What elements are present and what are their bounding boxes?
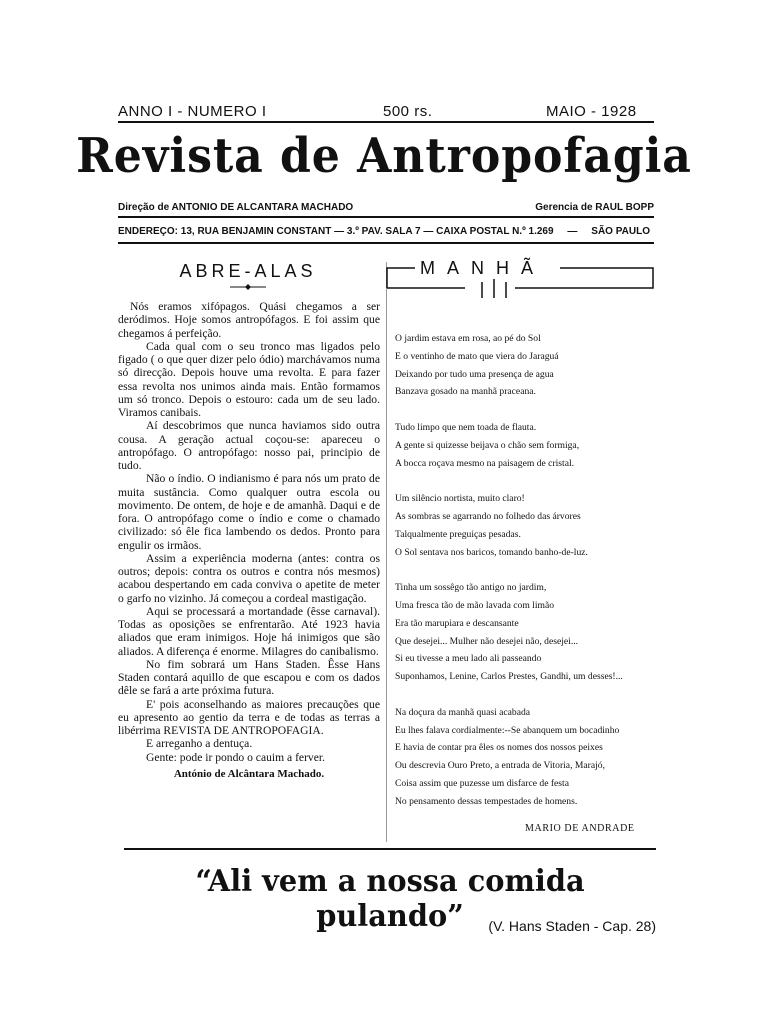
poem-stanza — [395, 704, 665, 811]
poem-author: MARIO DE ANDRADE — [525, 823, 635, 834]
article-body — [118, 300, 380, 781]
poem-line: Que desejei... Mulher não desejei não, desejei... — [395, 635, 579, 647]
poem-line: O jardim estava em rosa, ao pé do Sol — [395, 333, 541, 344]
poem-body — [395, 330, 665, 828]
motto-reference: (V. Hans Staden - Cap. 28) — [488, 918, 656, 934]
article-paragraph: Nós eramos xifópagos. Quási chegamos a ser deródimos. Hoje somos antropófagos. E foi assim que chegamos á perfeição. — [118, 300, 380, 340]
poem-line: Eu lhes falava cordialmente:--Se abanquem um bocadinho — [395, 724, 620, 736]
masthead-rule-lower — [118, 242, 654, 244]
article-paragraph: Aqui se processará a mortandade (êsse carnaval). Todas as oposições se enfrentarão. Até 1923 havia aliados que eram inimigos. Hoje há inimigos que são aliados. A diferença é enorme. Milagres do canibalismo. — [118, 604, 380, 658]
poem-line: A bocca roçava mesmo na paisagem de cristal. — [395, 457, 575, 469]
poem-line: O Sol sentava nos baricos, tomando banho-de-luz. — [395, 546, 588, 558]
poem-stanza — [395, 579, 665, 686]
article-paragraph: E arreganho a dentuça. — [146, 737, 253, 751]
top-rule — [118, 121, 654, 123]
poem-line: Suponhamos, Lenine, Carlos Prestes, Gandhi, um desses!... — [395, 671, 623, 683]
address-line — [118, 226, 650, 237]
poem-line: Tinha um sossêgo tão antigo no jardim, — [395, 582, 547, 594]
article-signature: António de Alcântara Machado. — [173, 767, 325, 780]
poem-line: Uma fresca tão de mão lavada com limão — [395, 599, 555, 611]
title-ornament — [230, 282, 266, 292]
manager-credit: Gerencia de RAUL BOPP — [535, 202, 654, 213]
director-credit: Direção de ANTONIO DE ALCANTARA MACHADO — [118, 202, 354, 213]
poem-line: Ou descrevia Ouro Preto, a entrada de Vitoria, Marajó, — [395, 760, 605, 772]
article-paragraph: Gente: pode ir pondo o cauim a ferver. — [146, 750, 325, 764]
footer-rule — [124, 848, 656, 850]
poem-line: Tudo limpo que nem toada de flauta. — [395, 421, 537, 433]
city: SÃO PAULO — [591, 226, 650, 237]
poem-line: No pensamento dessas tempestades de homens. — [395, 795, 578, 807]
article-paragraph: No fim sobrará um Hans Staden. Êsse Hans Staden contará aquillo de que escapou e com os dados dêle se fará a arte próxima futura. — [118, 657, 380, 698]
poem-stanza — [395, 330, 665, 401]
article-paragraph: Aí descobrimos que nunca haviamos sido outra cousa. A geração actual coçou-se: apareceu o antropófago. O antropófago: nosso pai, principio de tudo. — [118, 419, 380, 472]
column-divider — [386, 262, 387, 842]
poem-line: E havia de contar pra êles os nomes dos nossos peixes — [395, 742, 603, 754]
poem-line: Um silêncio nortista, muito claro! — [395, 493, 525, 505]
poem-line: Coisa assim que puzesse um disfarce de festa — [395, 777, 569, 789]
article-paragraph: Não o índio. O indianismo é para nós um prato de muita sustância. Como qualquer outra escola ou movimento. De ontem, de hoje e de amanhã. Daqui e de fora. O antropófago come o índio e come o chamado civilizado: só êle fica lambendo os dedos. Pronto para engulir os irmãos. — [118, 472, 380, 552]
poem-title: MANHÃ — [420, 258, 546, 278]
article-paragraph: Assim a experiência moderna (antes: contra os outros; depois: contra os outros e contra nós mesmos) acabou despertando em cada conviva o apetite de meter o garfo no vizinho. Já começou a cordeal mastigação. — [118, 551, 380, 605]
poem-line: As sombras se agarrando no folhedo das árvores — [395, 510, 581, 522]
issue-number: ANNO I - NUMERO I — [118, 103, 267, 120]
motto: “Ali vem a nossa comida pulando” — [195, 864, 585, 934]
poem-line: A gente si quizesse beijava o chão sem formiga, — [395, 439, 580, 451]
address: ENDEREÇO: 13, RUA BENJAMIN CONSTANT — 3.º PAV. SALA 7 — CAIXA POSTAL N.º 1.269 — [118, 226, 554, 237]
poem-stanza — [395, 490, 665, 561]
poem-line: Deixando por tudo uma presença de agua — [395, 368, 554, 380]
price: 500 rs. — [383, 103, 433, 120]
poem-stanza — [395, 419, 665, 472]
masthead-rule-upper — [118, 216, 654, 218]
poem-line: E o ventinho de mato que viera do Jaraguá — [395, 350, 559, 362]
poem-line: Si eu tivesse a meu lado ali passeando — [395, 653, 542, 665]
poem-line: Talqualmente preguiças pesadas. — [395, 528, 521, 540]
poem-line: Na doçura da manhã quasi acabada — [395, 706, 531, 718]
poem-line: Era tão marupiara e descansante — [395, 617, 519, 629]
article-title: ABRE-ALAS — [179, 261, 317, 281]
magazine-title: Revista de Antropofagia — [76, 128, 692, 184]
poem-line: Banzava gosado na manhã praceana. — [395, 386, 536, 398]
article-paragraph: Cada qual com o seu tronco mas ligados pelo figado ( o que quer dizer pelo ódio) marchávamos numa só direcção. Depois houve uma revolta. E para fazer essa revolta nos unimos ainda mais. Então formamos um só tronco. Depois o estouro: cada um de seu lado. Viramos canibais. — [118, 339, 380, 419]
issue-date: MAIO - 1928 — [546, 103, 637, 120]
address-dash: — — [567, 226, 578, 237]
article-paragraph: E' pois aconselhando as maiores precauções que eu apresento ao gentio da terra e de todas as terras a libérrima REVISTA DE ANTROPOFAGIA. — [118, 697, 380, 737]
